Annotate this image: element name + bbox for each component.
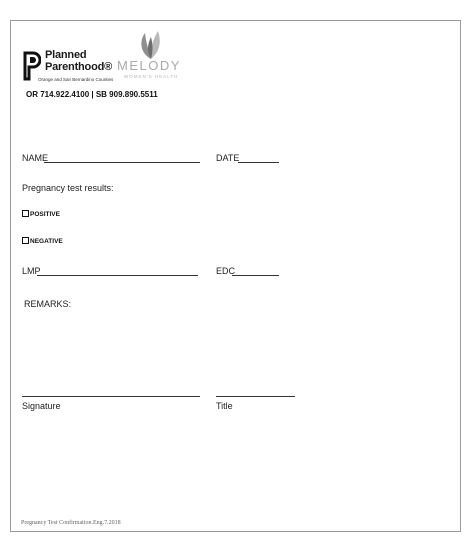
name-field[interactable] xyxy=(44,162,200,163)
form-page xyxy=(10,20,461,532)
date-field[interactable] xyxy=(238,162,279,163)
lmp-label: LMP xyxy=(22,266,41,276)
title-field[interactable] xyxy=(216,396,295,397)
title-label: Title xyxy=(216,401,233,411)
date-label: DATE xyxy=(216,153,240,163)
melody-subtitle: WOMEN'S HEALTH xyxy=(124,74,179,79)
name-label: NAME xyxy=(22,153,49,163)
remarks-label: REMARKS: xyxy=(24,299,72,309)
planned-parenthood-name xyxy=(45,49,125,73)
pp-subtitle: Orange and San Bernardino Counties xyxy=(38,77,114,82)
negative-checkbox[interactable] xyxy=(22,237,29,244)
melody-name: MELODY xyxy=(117,58,181,73)
positive-label: POSITIVE xyxy=(30,211,60,218)
phone-numbers: OR 714.922.4100 | SB 909.890.5511 xyxy=(26,90,158,99)
pp-line1: Planned xyxy=(45,49,87,61)
melody-leaf-icon xyxy=(134,27,168,61)
positive-checkbox[interactable] xyxy=(22,210,29,217)
form-footer: Pregnancy Test Confirmation.Eng.7.2018 xyxy=(21,520,121,526)
results-label: Pregnancy test results: xyxy=(22,183,114,193)
edc-label: EDC xyxy=(216,266,236,276)
edc-field[interactable] xyxy=(232,275,279,276)
positive-option[interactable] xyxy=(22,210,60,218)
pp-line2: Parenthood® xyxy=(45,61,113,73)
negative-option[interactable] xyxy=(22,237,63,245)
signature-field[interactable] xyxy=(22,396,200,397)
lmp-field[interactable] xyxy=(37,275,198,276)
signature-label: Signature xyxy=(22,401,61,411)
negative-label: NEGATIVE xyxy=(30,238,63,245)
